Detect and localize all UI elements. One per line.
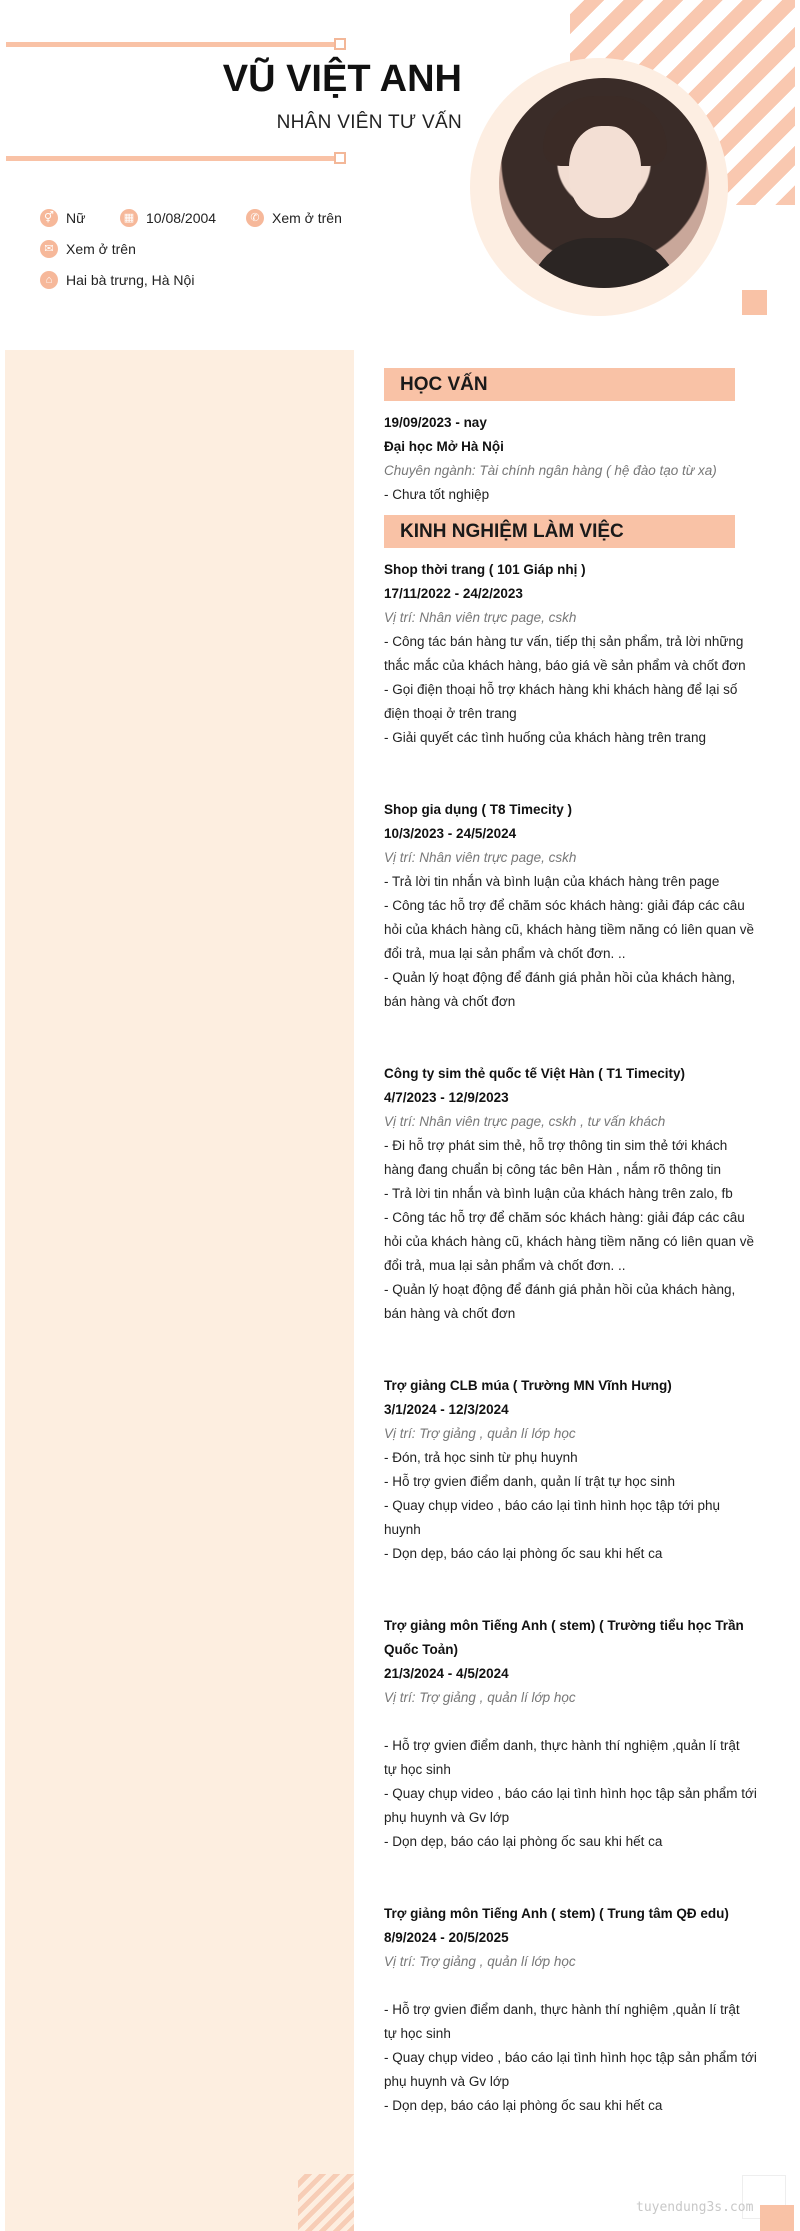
job-entry: [384, 1902, 766, 2118]
job-position: Vị trí: Nhân viên trực page, cskh , tư vấn khách: [384, 1114, 666, 1129]
job-company: Shop gia dụng ( T8 Timecity ): [384, 802, 573, 817]
job-detail: phụ huynh và Gv lớp: [384, 2074, 510, 2089]
job-detail: - Dọn dẹp, báo cáo lại phòng ốc sau khi hết ca: [384, 1834, 663, 1849]
job-detail: hàng đang chuẩn bị công tác bên Hàn , nắm rõ thông tin: [384, 1162, 721, 1177]
cv-header: [0, 0, 800, 340]
job-company: Trợ giảng CLB múa ( Trường MN Vĩnh Hưng): [384, 1378, 672, 1393]
decorative-line-top: [6, 42, 336, 47]
job-entry: [384, 558, 766, 750]
avatar: [499, 78, 709, 288]
birthdate-value: 10/08/2004: [146, 210, 217, 226]
job-detail: tự học sinh: [384, 2026, 451, 2041]
job-period: 3/1/2024 - 12/3/2024: [384, 1402, 509, 1417]
job-detail: - Quản lý hoạt động để đánh giá phản hồi của khách hàng,: [384, 1282, 736, 1297]
job-detail: bán hàng và chốt đơn: [384, 994, 516, 1009]
job-detail: - Đón, trả học sinh từ phụ huynh: [384, 1450, 578, 1465]
job-detail: tự học sinh: [384, 1762, 451, 1777]
job-detail: - Công tác hỗ trợ để chăm sóc khách hàng: giải đáp các câu: [384, 1210, 745, 1225]
job-detail: - Giải quyết các tình huống của khách hàng trên trang: [384, 730, 706, 745]
experience-heading: KINH NGHIỆM LÀM VIỆC: [384, 515, 735, 548]
decorative-corner-bar: [760, 2205, 794, 2231]
info-birthdate: [120, 209, 216, 227]
job-period: 21/3/2024 - 4/5/2024: [384, 1666, 509, 1681]
candidate-role: NHÂN VIÊN TƯ VẤN: [276, 112, 462, 133]
job-detail: - Quản lý hoạt động để đánh giá phản hồi của khách hàng,: [384, 970, 736, 985]
job-detail: - Trả lời tin nhắn và bình luận của khách hàng trên page: [384, 874, 720, 889]
job-detail: đổi trả, mua lại sản phẩm và chốt đơn. ..: [384, 946, 626, 961]
job-detail: bán hàng và chốt đơn: [384, 1306, 516, 1321]
job-company-cont: Quốc Toản): [384, 1642, 458, 1657]
decorative-hatch: [298, 2174, 354, 2231]
gender-value: Nữ: [66, 210, 86, 226]
job-company: Shop thời trang ( 101 Giáp nhị ): [384, 562, 586, 577]
job-period: 17/11/2022 - 24/2/2023: [384, 586, 523, 601]
candidate-name: VŨ VIỆT ANH: [222, 58, 462, 100]
job-detail: - Hỗ trợ gvien điểm danh, quản lí trật tự học sinh: [384, 1474, 676, 1489]
job-position: Vị trí: Trợ giảng , quản lí lớp học: [384, 1426, 576, 1441]
job-detail: - Quay chụp video , báo cáo lại tình hình học tập sản phẩm tới: [384, 1786, 757, 1801]
job-position: Vị trí: Nhân viên trực page, cskh: [384, 850, 577, 865]
left-column-panel: [5, 350, 354, 2231]
education-school: Đại học Mở Hà Nội: [384, 439, 504, 454]
job-detail: - Hỗ trợ gvien điểm danh, thực hành thí nghiệm ,quản lí trật: [384, 2002, 740, 2017]
education-heading: HỌC VẤN: [384, 368, 735, 401]
job-detail: - Quay chụp video , báo cáo lại tình hình học tập tới phụ: [384, 1498, 721, 1513]
phone-value: Xem ở trên: [272, 210, 342, 226]
job-detail: phụ huynh và Gv lớp: [384, 1810, 510, 1825]
job-company: Trợ giảng môn Tiếng Anh ( stem) ( Trường tiểu học Trần: [384, 1618, 744, 1633]
info-address: [40, 271, 194, 289]
job-company: Trợ giảng môn Tiếng Anh ( stem) ( Trung tâm QĐ edu): [384, 1906, 729, 1921]
job-position: Vị trí: Trợ giảng , quản lí lớp học: [384, 1690, 576, 1705]
info-email: [40, 240, 136, 258]
job-detail: - Quay chụp video , báo cáo lại tình hình học tập sản phẩm tới: [384, 2050, 757, 2065]
job-period: 8/9/2024 - 20/5/2025: [384, 1930, 509, 1945]
info-gender: [40, 209, 85, 227]
job-detail: huynh: [384, 1522, 421, 1537]
gender-icon: ⚥: [40, 209, 58, 227]
address-value: Hai bà trưng, Hà Nội: [66, 272, 195, 288]
decorative-square: [742, 290, 767, 315]
education-major: Chuyên ngành: Tài chính ngân hàng ( hệ đào tạo từ xa): [384, 463, 717, 478]
job-position: Vị trí: Nhân viên trực page, cskh: [384, 610, 577, 625]
job-detail: - Đi hỗ trợ phát sim thẻ, hỗ trợ thông tin sim thẻ tới khách: [384, 1138, 728, 1153]
education-period: 19/09/2023 - nay: [384, 415, 487, 430]
job-detail: - Công tác bán hàng tư vấn, tiếp thị sản phẩm, trả lời những: [384, 634, 744, 649]
job-detail: - Dọn dẹp, báo cáo lại phòng ốc sau khi hết ca: [384, 2098, 663, 2113]
job-detail: - Hỗ trợ gvien điểm danh, thực hành thí nghiệm ,quản lí trật: [384, 1738, 740, 1753]
watermark: tuyendung3s.com: [636, 2200, 754, 2215]
job-entry: [384, 798, 766, 1014]
calendar-icon: ▦: [120, 209, 138, 227]
job-company: Công ty sim thẻ quốc tế Việt Hàn ( T1 Timecity): [384, 1066, 686, 1081]
job-position: Vị trí: Trợ giảng , quản lí lớp học: [384, 1954, 576, 1969]
job-detail: - Dọn dẹp, báo cáo lại phòng ốc sau khi hết ca: [384, 1546, 663, 1561]
email-value: Xem ở trên: [66, 241, 136, 257]
job-detail: hỏi của khách hàng cũ, khách hàng tiềm năng có liên quan về: [384, 922, 755, 937]
info-phone: [246, 209, 342, 227]
home-icon: ⌂: [40, 271, 58, 289]
job-detail: - Gọi điện thoại hỗ trợ khách hàng khi khách hàng để lại số: [384, 682, 738, 697]
decorative-line-bottom: [6, 156, 336, 161]
job-detail: hỏi của khách hàng cũ, khách hàng tiềm năng có liên quan về: [384, 1234, 755, 1249]
job-entry: [384, 1374, 766, 1566]
job-detail: đổi trả, mua lại sản phẩm và chốt đơn. ..: [384, 1258, 626, 1273]
job-detail: - Công tác hỗ trợ để chăm sóc khách hàng: giải đáp các câu: [384, 898, 745, 913]
education-status: - Chưa tốt nghiệp: [384, 487, 490, 502]
job-detail: thắc mắc của khách hàng, báo giá về sản phẩm và chốt đơn: [384, 658, 746, 673]
job-entry: [384, 1062, 766, 1326]
job-entry: [384, 1614, 766, 1854]
mail-icon: ✉: [40, 240, 58, 258]
phone-icon: ✆: [246, 209, 264, 227]
job-period: 10/3/2023 - 24/5/2024: [384, 826, 517, 841]
job-detail: - Trả lời tin nhắn và bình luận của khách hàng trên zalo, fb: [384, 1186, 733, 1201]
job-detail: điện thoại ở trên trang: [384, 706, 517, 721]
job-period: 4/7/2023 - 12/9/2023: [384, 1090, 509, 1105]
main-content: [384, 368, 766, 2118]
